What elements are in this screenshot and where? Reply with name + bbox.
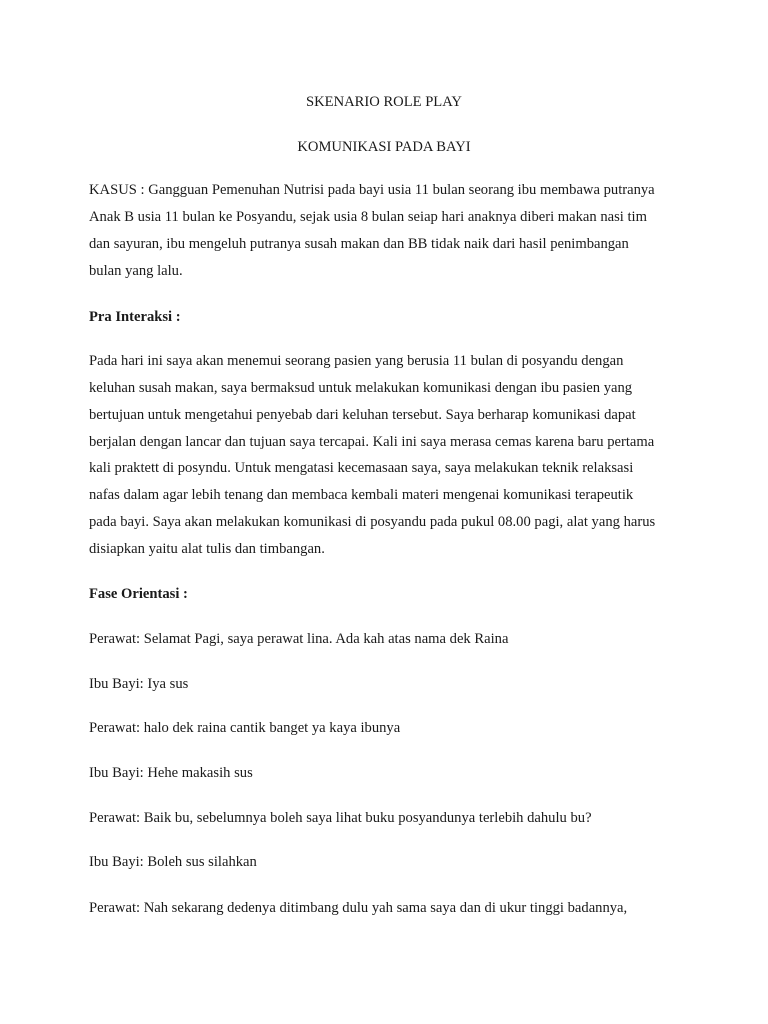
- paragraph-line: dan sayuran, ibu mengeluh putranya susah makan dan BB tidak naik dari hasil penimbangan: [89, 236, 629, 252]
- dialog-line: Perawat: Baik bu, sebelumnya boleh saya lihat buku posyandunya terlebih dahulu bu?: [89, 810, 592, 826]
- dialog-line: Perawat: Selamat Pagi, saya perawat lina. Ada kah atas nama dek Raina: [89, 631, 509, 647]
- dialog-line: Ibu Bayi: Hehe makasih sus: [89, 765, 253, 781]
- paragraph-line: disiapkan yaitu alat tulis dan timbangan.: [89, 541, 325, 557]
- paragraph-line: bertujuan untuk mengetahui penyebab dari keluhan tersebut. Saya berharap komunikasi dapat: [89, 407, 636, 423]
- dialog-line: Ibu Bayi: Iya sus: [89, 676, 189, 692]
- paragraph-line: kali praktett di posyndu. Untuk mengatasi kecemasaan saya, saya melakukan teknik relaksasi: [89, 460, 634, 476]
- paragraph-line: bulan yang lalu.: [89, 263, 183, 279]
- paragraph-line: berjalan dengan lancar dan tujuan saya tercapai. Kali ini saya merasa cemas karena baru pertama: [89, 434, 655, 450]
- dialog-line: Perawat: Nah sekarang dedenya ditimbang dulu yah sama saya dan di ukur tinggi badannya,: [89, 900, 628, 916]
- paragraph-line: keluhan susah makan, saya bermaksud untuk melakukan komunikasi dengan ibu pasien yang: [89, 380, 633, 396]
- paragraph-line: Pada hari ini saya akan menemui seorang pasien yang berusia 11 bulan di posyandu dengan: [89, 353, 624, 369]
- paragraph-line: KASUS : Gangguan Pemenuhan Nutrisi pada bayi usia 11 bulan seorang ibu membawa putranya: [89, 182, 655, 198]
- dialog-line: Ibu Bayi: Boleh sus silahkan: [89, 854, 257, 870]
- dialog-line: Perawat: halo dek raina cantik banget ya kaya ibunya: [89, 720, 401, 736]
- paragraph-line: Anak B usia 11 bulan ke Posyandu, sejak usia 8 bulan seiap hari anaknya diberi makan nasi tim: [89, 209, 647, 225]
- pra-interaksi-heading: Pra Interaksi :: [89, 309, 181, 325]
- fase-orientasi-heading: Fase Orientasi :: [89, 586, 188, 602]
- paragraph-line: nafas dalam agar lebih tenang dan membaca kembali materi mengenai komunikasi terapeutik: [89, 487, 634, 503]
- paragraph-line: pada bayi. Saya akan melakukan komunikasi di posyandu pada pukul 08.00 pagi, alat yang harus: [89, 514, 656, 530]
- document-title: SKENARIO ROLE PLAY: [306, 94, 462, 110]
- document-subtitle: KOMUNIKASI PADA BAYI: [297, 139, 471, 155]
